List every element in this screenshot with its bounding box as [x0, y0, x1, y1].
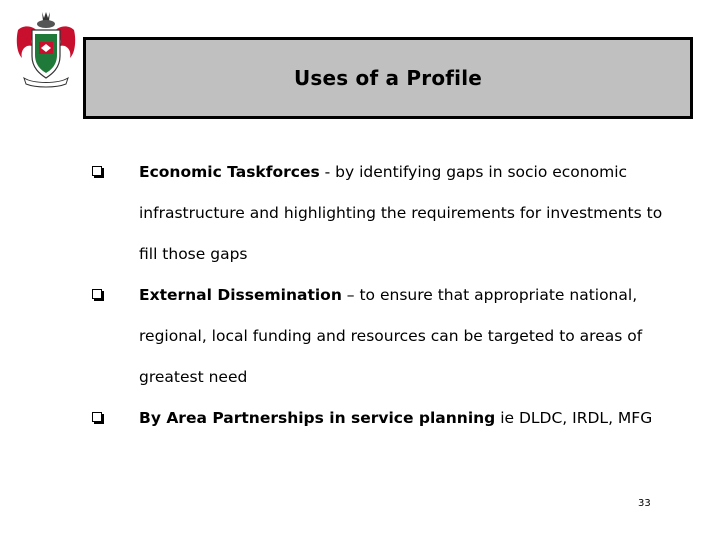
- bullet-text: ie DLDC, IRDL, MFG: [495, 409, 653, 427]
- bullet-item: [92, 398, 682, 439]
- title-banner: [83, 37, 693, 119]
- bullet-item: [92, 275, 682, 398]
- bullet-list: [92, 152, 682, 439]
- slide-title: Uses of a Profile: [293, 66, 483, 90]
- bullet-heading: By Area Partnerships in service planning: [139, 409, 496, 427]
- checkbox-square-icon: [92, 166, 102, 176]
- checkbox-square-icon: [92, 412, 102, 422]
- bullet-text: – to ensure that appropriate national, regional, local funding and resources can be targeted to areas of greatest need: [139, 286, 643, 386]
- bullet-heading: External Dissemination: [139, 286, 342, 304]
- bullet-item: [92, 152, 682, 275]
- checkbox-square-icon: [92, 289, 102, 299]
- coat-of-arms-icon: [14, 8, 78, 88]
- page-number: 33: [638, 498, 651, 509]
- bullet-heading: Economic Taskforces: [139, 163, 320, 181]
- bullet-text: - by identifying gaps in socio economic infrastructure and highlighting the requirements for investments to fill those gaps: [139, 163, 663, 263]
